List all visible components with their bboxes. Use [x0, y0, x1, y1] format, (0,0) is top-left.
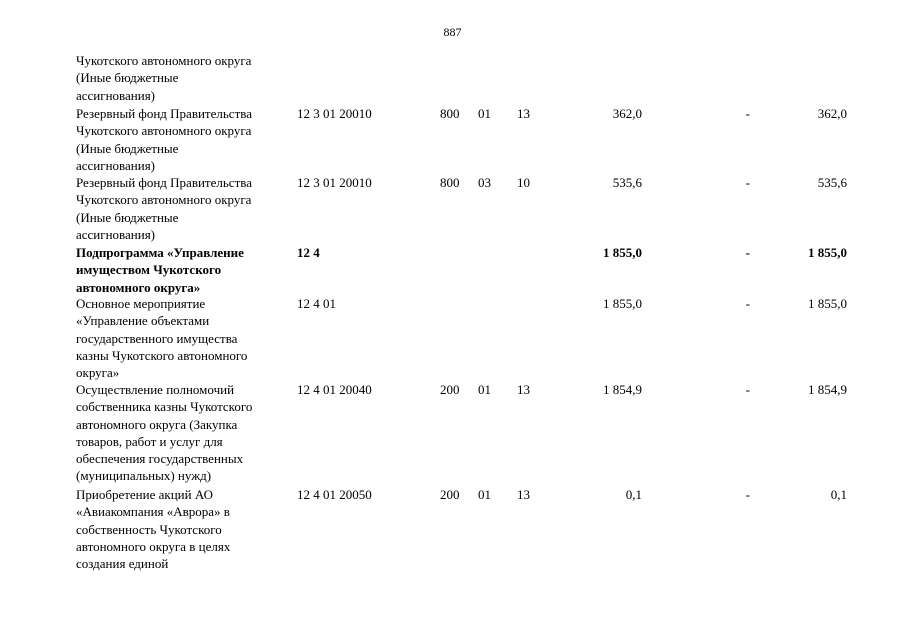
row-subsection: 13 — [517, 382, 530, 397]
row-name-line: Чукотского автономного округа — [76, 192, 252, 208]
row-name-line: (муниципальных) нужд) — [76, 468, 212, 484]
row-name-line: создания единой — [76, 556, 169, 572]
row-name-line: Приобретение акций АО — [76, 487, 213, 502]
row-section: 01 — [478, 487, 491, 502]
row-name-line: имуществом Чукотского — [76, 262, 222, 278]
row-change: - — [745, 106, 750, 121]
row-name-line: ассигнования) — [76, 87, 156, 103]
row-name — [76, 52, 288, 104]
row-name-line: казны Чукотского автономного — [76, 347, 248, 363]
row-name — [76, 381, 288, 485]
row-name — [76, 244, 288, 296]
row-name-line: Осуществление полномочий — [76, 382, 235, 397]
row-change: - — [745, 245, 750, 260]
row-expense-type: 200 — [440, 487, 460, 502]
row-section: 03 — [478, 175, 491, 190]
row-code: 12 4 — [297, 245, 320, 260]
row-name-line: государственного имущества — [76, 330, 238, 346]
row-name-line: автономного округа» — [76, 279, 201, 295]
row-amount: 362,0 — [612, 106, 642, 121]
row-name-line: собственника казны Чукотского — [76, 399, 253, 415]
row-total: 1 854,9 — [808, 382, 847, 397]
row-name-line: Резервный фонд Правительства — [76, 106, 252, 121]
row-expense-type: 200 — [440, 382, 460, 397]
row-name-line: (Иные бюджетные — [76, 140, 179, 156]
row-name — [76, 174, 288, 243]
row-name-line: (Иные бюджетные — [76, 70, 179, 86]
row-name-line: округа» — [76, 365, 120, 381]
row-amount: 1 854,9 — [603, 382, 642, 397]
row-name — [76, 486, 288, 572]
row-code: 12 4 01 20040 — [297, 382, 372, 397]
row-section: 01 — [478, 382, 491, 397]
row-code: 12 4 01 — [297, 296, 336, 311]
row-total: 362,0 — [817, 106, 847, 121]
row-subsection: 13 — [517, 487, 530, 502]
row-name-line: автономного округа в целях — [76, 538, 231, 554]
row-name-line: Основное мероприятие — [76, 296, 206, 311]
row-subsection: 10 — [517, 175, 530, 190]
row-name — [76, 295, 288, 381]
row-code: 12 3 01 20010 — [297, 106, 372, 121]
row-name-line: Чукотского автономного округа — [76, 123, 252, 139]
row-name-line: автономного округа (Закупка — [76, 416, 238, 432]
row-total: 0,1 — [830, 487, 847, 502]
row-code: 12 3 01 20010 — [297, 175, 372, 190]
row-amount: 1 855,0 — [603, 245, 642, 260]
row-name-line: Чукотского автономного округа — [76, 53, 252, 68]
row-name-line: Подпрограмма «Управление — [76, 245, 244, 260]
row-expense-type: 800 — [440, 106, 460, 121]
row-change: - — [745, 487, 750, 502]
row-name-line: «Управление объектами — [76, 313, 210, 329]
row-amount: 0,1 — [625, 487, 642, 502]
page-number: 887 — [443, 25, 462, 39]
row-name-line: обеспечения государственных — [76, 451, 244, 467]
row-total: 1 855,0 — [808, 245, 847, 260]
row-change: - — [745, 382, 750, 397]
row-name-line: Резервный фонд Правительства — [76, 175, 252, 190]
row-expense-type: 800 — [440, 175, 460, 190]
row-amount: 535,6 — [612, 175, 642, 190]
row-name-line: товаров, работ и услуг для — [76, 433, 223, 449]
row-section: 01 — [478, 106, 491, 121]
row-name-line: (Иные бюджетные — [76, 209, 179, 225]
row-name-line: ассигнования) — [76, 226, 156, 242]
row-total: 535,6 — [817, 175, 847, 190]
row-code: 12 4 01 20050 — [297, 487, 372, 502]
row-name-line: ассигнования) — [76, 157, 156, 173]
row-name-line: «Авиакомпания «Аврора» в — [76, 504, 230, 520]
row-subsection: 13 — [517, 106, 530, 121]
row-total: 1 855,0 — [808, 296, 847, 311]
row-amount: 1 855,0 — [603, 296, 642, 311]
row-change: - — [745, 175, 750, 190]
row-name — [76, 105, 288, 174]
row-name-line: собственность Чукотского — [76, 521, 222, 537]
row-change: - — [745, 296, 750, 311]
